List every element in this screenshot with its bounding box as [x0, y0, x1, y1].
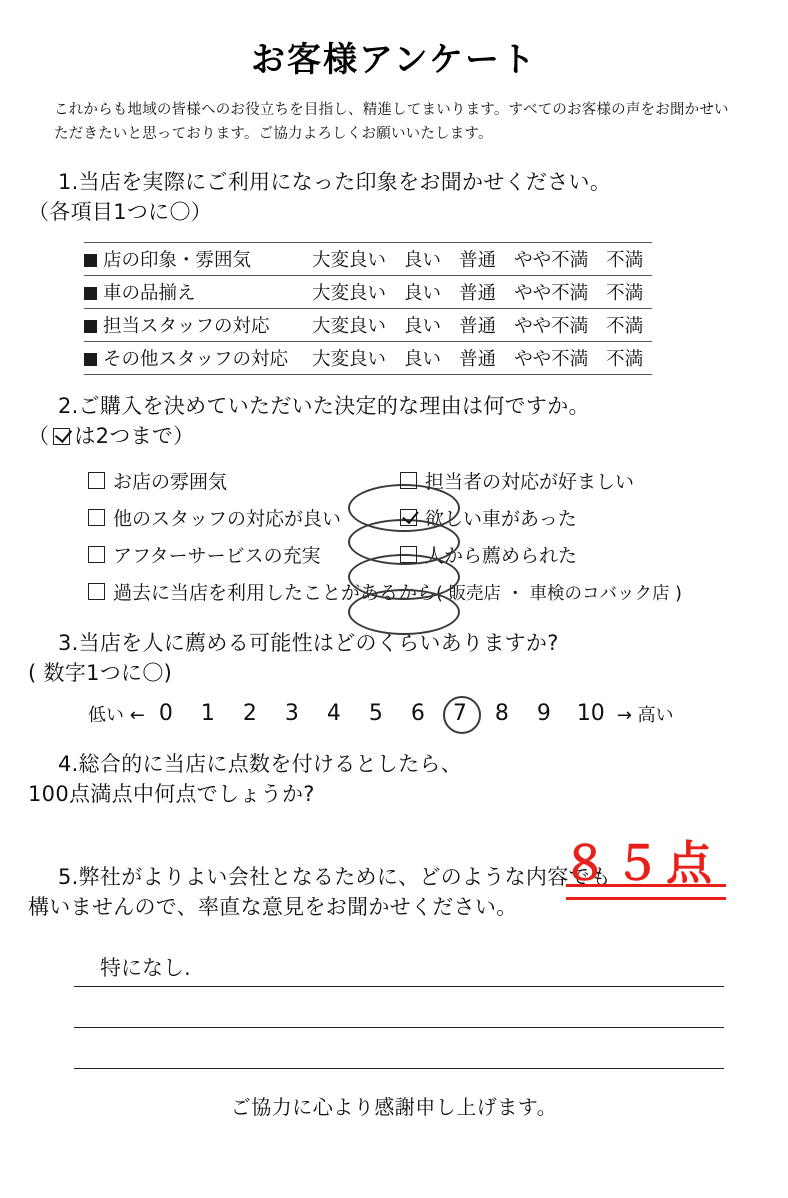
nps-number-3[interactable]: 3	[284, 701, 299, 727]
free-text-line-1[interactable]	[74, 946, 724, 987]
question-5-text-line1: 5.弊社がよりよい会社となるために、どのような内容でも	[58, 864, 612, 889]
checkbox-option-other-staff[interactable]	[88, 501, 400, 538]
checkbox-option-past-use[interactable]	[88, 575, 682, 612]
scale-option-normal[interactable]: 普通	[450, 275, 505, 308]
checkbox-label: 過去に当店を利用したことがあるから	[113, 581, 437, 604]
checkbox-option-recommended[interactable]	[400, 538, 760, 575]
question-1-subtext: （各項目1つに〇）	[28, 200, 213, 225]
checkbox-sample-icon	[53, 428, 70, 445]
checkbox-icon[interactable]	[88, 546, 105, 563]
nps-number-10[interactable]: 10	[576, 701, 605, 727]
checkbox-option-after-service[interactable]	[88, 538, 400, 575]
row-label-text: その他スタッフの対応	[103, 348, 289, 370]
page-title: お客様アンケート	[251, 40, 537, 80]
row-label-text: 車の品揃え	[103, 282, 196, 304]
question-1-scale-table	[84, 242, 652, 375]
score-value: ８５	[562, 836, 666, 890]
question-2-options	[88, 464, 788, 612]
survey-page	[0, 32, 788, 1198]
question-3-scale	[88, 701, 788, 727]
free-text-line-2[interactable]	[74, 987, 724, 1028]
question-5-text-line2: 構いませんので、率直な意見をお聞かせください。	[28, 894, 518, 919]
scale-option-good[interactable]: 良い	[395, 308, 450, 341]
intro-paragraph: これからも地域の皆様へのお役立ちを目指し、精進してまいります。すべてのお客様の声をお聞かせいただきたいと思っております。ご協力よろしくお願いいたします。	[54, 102, 729, 142]
question-2-sub-suffix: は2つまで）	[74, 424, 195, 449]
scale-option-good[interactable]: 良い	[395, 242, 450, 275]
checkbox-icon[interactable]	[400, 546, 417, 563]
checkbox-option-staff-response[interactable]	[400, 464, 760, 501]
scale-option-good[interactable]: 良い	[395, 341, 450, 374]
checkbox-label: お店の雰囲気	[113, 470, 228, 493]
scale-option-dissatisfied[interactable]: 不満	[597, 242, 652, 275]
checkbox-label: 他のスタッフの対応が良い	[113, 507, 342, 530]
bullet-square-icon	[84, 254, 97, 267]
question-4-text-line2: 100点満点中何点でしょうか?	[28, 782, 315, 807]
nps-number-7[interactable]	[439, 701, 481, 726]
scale-option-dissatisfied[interactable]: 不満	[597, 308, 652, 341]
checkbox-row	[88, 464, 788, 501]
question-1-scale-table-wrapper	[0, 242, 788, 375]
scale-high-label: → 高い	[616, 704, 674, 726]
checkbox-label: アフターサービスの充実	[113, 544, 321, 567]
question-4-text-line1: 4.総合的に当店に点数を付けるとしたら、	[58, 751, 463, 776]
checkbox-icon[interactable]	[88, 509, 105, 526]
scale-option-slightly-dissatisfied[interactable]: やや不満	[505, 242, 597, 275]
checkbox-label: 欲しい車があった	[425, 507, 577, 530]
checkbox-row	[88, 501, 788, 538]
scale-option-dissatisfied[interactable]: 不満	[597, 275, 652, 308]
row-label-cell	[84, 308, 302, 341]
nps-number-5[interactable]: 5	[368, 701, 383, 727]
bullet-square-icon	[84, 287, 97, 300]
table-row[interactable]	[84, 308, 652, 341]
nps-number-4[interactable]: 4	[326, 701, 341, 727]
nps-number-1[interactable]: 1	[200, 701, 215, 727]
scale-option-normal[interactable]: 普通	[450, 242, 505, 275]
free-text-line-3[interactable]	[74, 1028, 724, 1069]
scale-option-very-good[interactable]: 大変良い	[302, 275, 395, 308]
question-3-text: 3.当店を人に薦める可能性はどのくらいありますか?	[58, 630, 559, 655]
scale-low-label: 低い ←	[88, 704, 145, 726]
checkbox-icon[interactable]	[400, 472, 417, 489]
scale-option-very-good[interactable]: 大変良い	[302, 242, 395, 275]
scale-option-normal[interactable]: 普通	[450, 341, 505, 374]
scale-option-slightly-dissatisfied[interactable]: やや不満	[505, 308, 597, 341]
checkbox-icon[interactable]	[88, 583, 105, 600]
nps-number-0[interactable]: 0	[158, 701, 173, 727]
row-label-text: 店の印象・雰囲気	[103, 249, 252, 271]
scale-option-slightly-dissatisfied[interactable]: やや不満	[505, 275, 597, 308]
checkbox-icon[interactable]	[88, 472, 105, 489]
checkbox-option-desired-car[interactable]	[400, 501, 760, 538]
row-label-cell	[84, 275, 302, 308]
score-unit: 点	[666, 836, 718, 890]
nps-number-8[interactable]: 8	[494, 701, 509, 727]
scale-option-normal[interactable]: 普通	[450, 308, 505, 341]
scale-option-slightly-dissatisfied[interactable]: やや不満	[505, 341, 597, 374]
handwritten-answer: 特になし.	[100, 956, 191, 981]
question-5-free-text-area[interactable]	[74, 946, 724, 1069]
scale-option-good[interactable]: 良い	[395, 275, 450, 308]
row-label-text: 担当スタッフの対応	[103, 315, 270, 337]
nps-number-9[interactable]: 9	[536, 701, 551, 727]
closing-message: ご協力に心より感謝申し上げます。	[230, 1095, 558, 1120]
question-2-sub-prefix: （	[28, 424, 50, 449]
row-label-cell	[84, 242, 302, 275]
checkbox-option-atmosphere[interactable]	[88, 464, 400, 501]
row-label-cell	[84, 341, 302, 374]
scale-option-dissatisfied[interactable]: 不満	[597, 341, 652, 374]
checkbox-label: 担当者の対応が好ましい	[425, 470, 635, 493]
question-3-subtext: ( 数字1つに〇)	[28, 661, 173, 686]
checkbox-label: 人から薦められた	[425, 544, 578, 567]
nps-number-6[interactable]: 6	[410, 701, 425, 727]
scale-option-very-good[interactable]: 大変良い	[302, 308, 395, 341]
bullet-square-icon	[84, 353, 97, 366]
table-row[interactable]	[84, 275, 652, 308]
scale-option-very-good[interactable]: 大変良い	[302, 341, 395, 374]
question-2-subtext	[28, 421, 788, 451]
question-2-text: 2.ご購入を決めていただいた決定的な理由は何ですか。	[58, 393, 590, 418]
score-underline-mark	[566, 884, 726, 900]
table-row[interactable]	[84, 341, 652, 374]
checkbox-row	[88, 538, 788, 575]
question-1-text: 1.当店を実際にご利用になった印象をお聞かせください。	[58, 169, 612, 194]
nps-number-2[interactable]: 2	[242, 701, 257, 727]
checkbox-icon-checked[interactable]	[400, 509, 417, 526]
checkbox-label-note: ( 販売店 ・ 車検のコバック店 )	[436, 583, 682, 604]
checkbox-row	[88, 575, 788, 612]
bullet-square-icon	[84, 320, 97, 333]
nps-number-7-label: 7	[452, 701, 467, 727]
table-row[interactable]	[84, 242, 652, 275]
